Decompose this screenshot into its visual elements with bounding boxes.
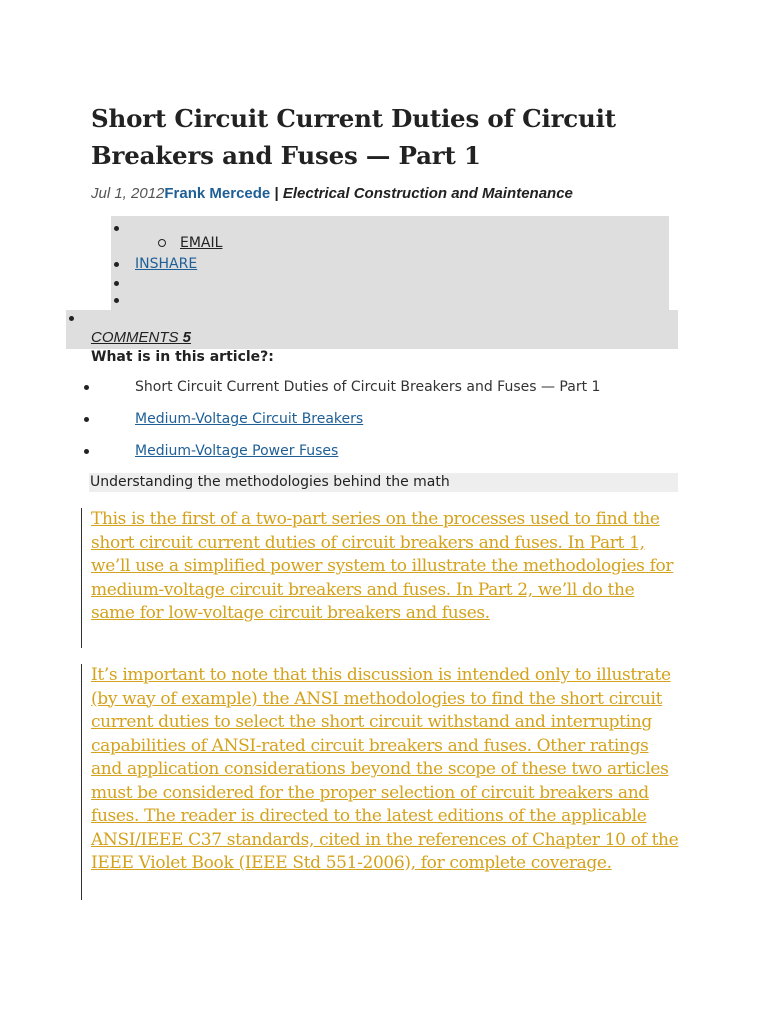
share-bullet-4	[114, 298, 119, 303]
share-bullet-2	[114, 262, 119, 267]
comments-label: COMMENTS	[91, 329, 179, 346]
publication-name: Electrical Construction and Maintenance	[282, 185, 573, 202]
article-title: Short Circuit Current Duties of Circuit Breakers and Fuses — Part 1	[91, 104, 616, 170]
toc-item-power-fuses[interactable]: Medium-Voltage Power Fuses	[135, 443, 339, 459]
email-bullet	[158, 239, 166, 247]
body-paragraph-1-block	[81, 508, 681, 648]
byline	[91, 184, 573, 204]
toc-bullet-3	[84, 449, 89, 454]
toc-bullet-1	[84, 385, 89, 390]
comments-bullet	[69, 316, 74, 321]
comments-count: 5	[182, 329, 192, 346]
toc-item-current: Short Circuit Current Duties of Circuit Breakers and Fuses — Part 1	[135, 379, 601, 395]
body-paragraph-2[interactable]: It’s important to note that this discussion is intended only to illustrate (by way of example) the ANSI methodologies to find the short circuit current duties to select the short circuit withstand and interrupting capabilities of ANSI-rated circuit breakers and fuses. Other ratings and application considerations beyond the scope of these two articles must be considered for the proper selection of circuit breakers and fuses. The reader is directed to the latest editions of the applicable ANSI/IEEE C37 standards, cited in the references of Chapter 10 of the IEEE Violet Book (IEEE Std 551-2006), for complete coverage.	[91, 665, 679, 873]
toc-bullet-2	[84, 417, 89, 422]
author-link[interactable]: Frank Mercede	[164, 185, 271, 202]
toc-heading: What is in this article?:	[91, 349, 274, 365]
body-paragraph-2-block	[81, 664, 681, 900]
inshare-link[interactable]: INSHARE	[135, 256, 198, 272]
body-paragraph-1[interactable]: This is the first of a two-part series on the processes used to find the short circuit current duties of circuit breakers and fuses. In Part 1, we’ll use a simplified power system to illustrate the methodologies for medium-voltage circuit breakers and fuses. In Part 2, we’ll do the same for low-voltage circuit breakers and fuses.	[91, 509, 674, 623]
byline-separator: |	[270, 185, 283, 202]
article-deck: Understanding the methodologies behind the math	[89, 473, 678, 492]
share-bullet-3	[114, 281, 119, 286]
toc-item-circuit-breakers[interactable]: Medium-Voltage Circuit Breakers	[135, 411, 364, 427]
publish-date: Jul 1, 2012	[91, 185, 165, 202]
email-share-link[interactable]: EMAIL	[180, 235, 223, 251]
comments-link[interactable]	[91, 329, 191, 347]
share-bullet-1	[114, 226, 119, 231]
